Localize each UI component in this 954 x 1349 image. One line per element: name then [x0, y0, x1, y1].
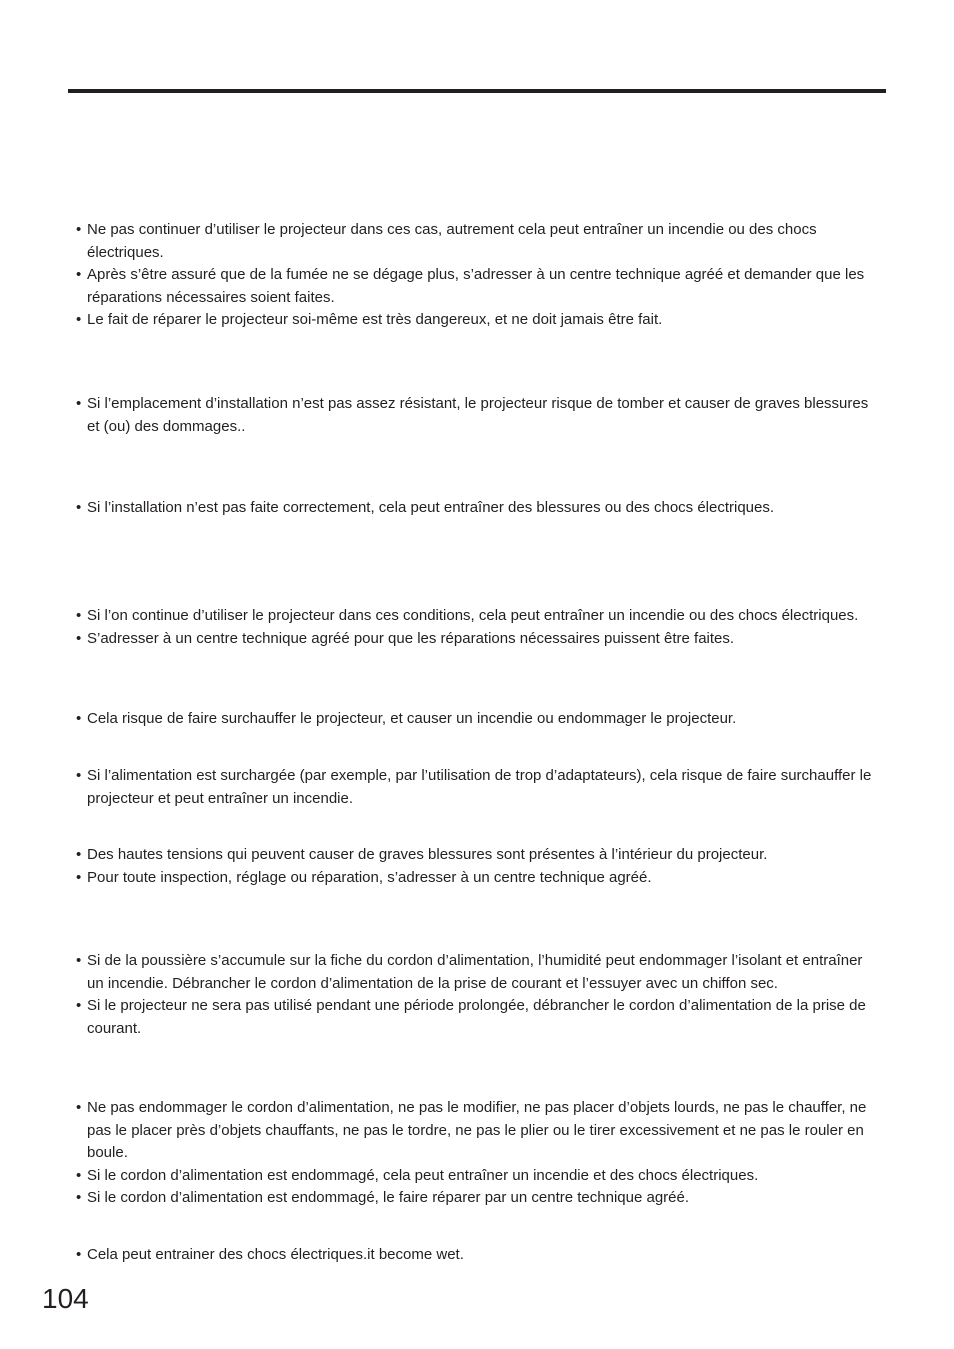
warning-section-wet [76, 1244, 876, 1267]
warning-section-location [76, 393, 876, 438]
bullet-item: • S’adresser à un centre technique agréé pour que les réparations nécessaires puissent être faites. [76, 628, 876, 651]
bullet-item: • Ne pas endommager le cordon d’alimentation, ne pas le modifier, ne pas placer d’objets lourds, ne pas le chauffer, ne pas le placer près d’objets chauffants, ne pas le tordre, ne pas le plier ou le tirer excessivement et ne pas le rouler en boule. [76, 1097, 876, 1165]
warning-section-installation [76, 497, 876, 520]
bullet-item: • Cela risque de faire surchauffer le projecteur, et causer un incendie ou endommager le projecteur. [76, 708, 876, 731]
bullet-item: • Des hautes tensions qui peuvent causer de graves blessures sont présentes à l’intérieur du projecteur. [76, 844, 876, 867]
warning-section-dust [76, 950, 876, 1040]
bullet-item: • Si le projecteur ne sera pas utilisé pendant une période prolongée, débrancher le cordon d’alimentation de la prise de courant. [76, 995, 876, 1040]
warning-section-power-overload [76, 765, 876, 810]
page-number: 104 [42, 1283, 89, 1314]
bullet-item: • Si de la poussière s’accumule sur la fiche du cordon d’alimentation, l’humidité peut endommager l’isolant et entraîner un incendie. Débrancher le cordon d’alimentation de la prise de courant et l’essuyer avec un chiffon sec. [76, 950, 876, 995]
warning-section-smoke [76, 219, 876, 332]
bullet-item: • Pour toute inspection, réglage ou réparation, s’adresser à un centre technique agréé. [76, 867, 876, 890]
bullet-item: • Après s’être assuré que de la fumée ne se dégage plus, s’adresser à un centre technique agréé et demander que les réparations nécessaires soient faites. [76, 264, 876, 309]
bullet-item: • Cela peut entrainer des chocs électriques.it become wet. [76, 1244, 876, 1267]
warning-section-power-cord [76, 1097, 876, 1210]
warning-section-conditions [76, 605, 876, 650]
warning-section-overheat [76, 708, 876, 731]
bullet-item: • Si le cordon d’alimentation est endommagé, le faire réparer par un centre technique agréé. [76, 1187, 876, 1210]
bullet-item: • Si l’emplacement d’installation n’est pas assez résistant, le projecteur risque de tomber et causer de graves blessures et (ou) des dommages.. [76, 393, 876, 438]
bullet-item: • Le fait de réparer le projecteur soi-même est très dangereux, et ne doit jamais être fait. [76, 309, 876, 332]
bullet-item: • Si l’on continue d’utiliser le projecteur dans ces conditions, cela peut entraîner un incendie ou des chocs électriques. [76, 605, 876, 628]
bullet-item: • Si l’installation n’est pas faite correctement, cela peut entraîner des blessures ou des chocs électriques. [76, 497, 876, 520]
bullet-item: • Ne pas continuer d’utiliser le projecteur dans ces cas, autrement cela peut entraîner un incendie ou des chocs électriques. [76, 219, 876, 264]
bullet-item: • Si le cordon d’alimentation est endommagé, cela peut entraîner un incendie et des chocs électriques. [76, 1165, 876, 1188]
warning-section-high-voltage [76, 844, 876, 889]
bullet-item: • Si l’alimentation est surchargée (par exemple, par l’utilisation de trop d’adaptateurs), cela risque de faire surchauffer le projecteur et peut entraîner un incendie. [76, 765, 876, 810]
header-rule [68, 89, 886, 93]
